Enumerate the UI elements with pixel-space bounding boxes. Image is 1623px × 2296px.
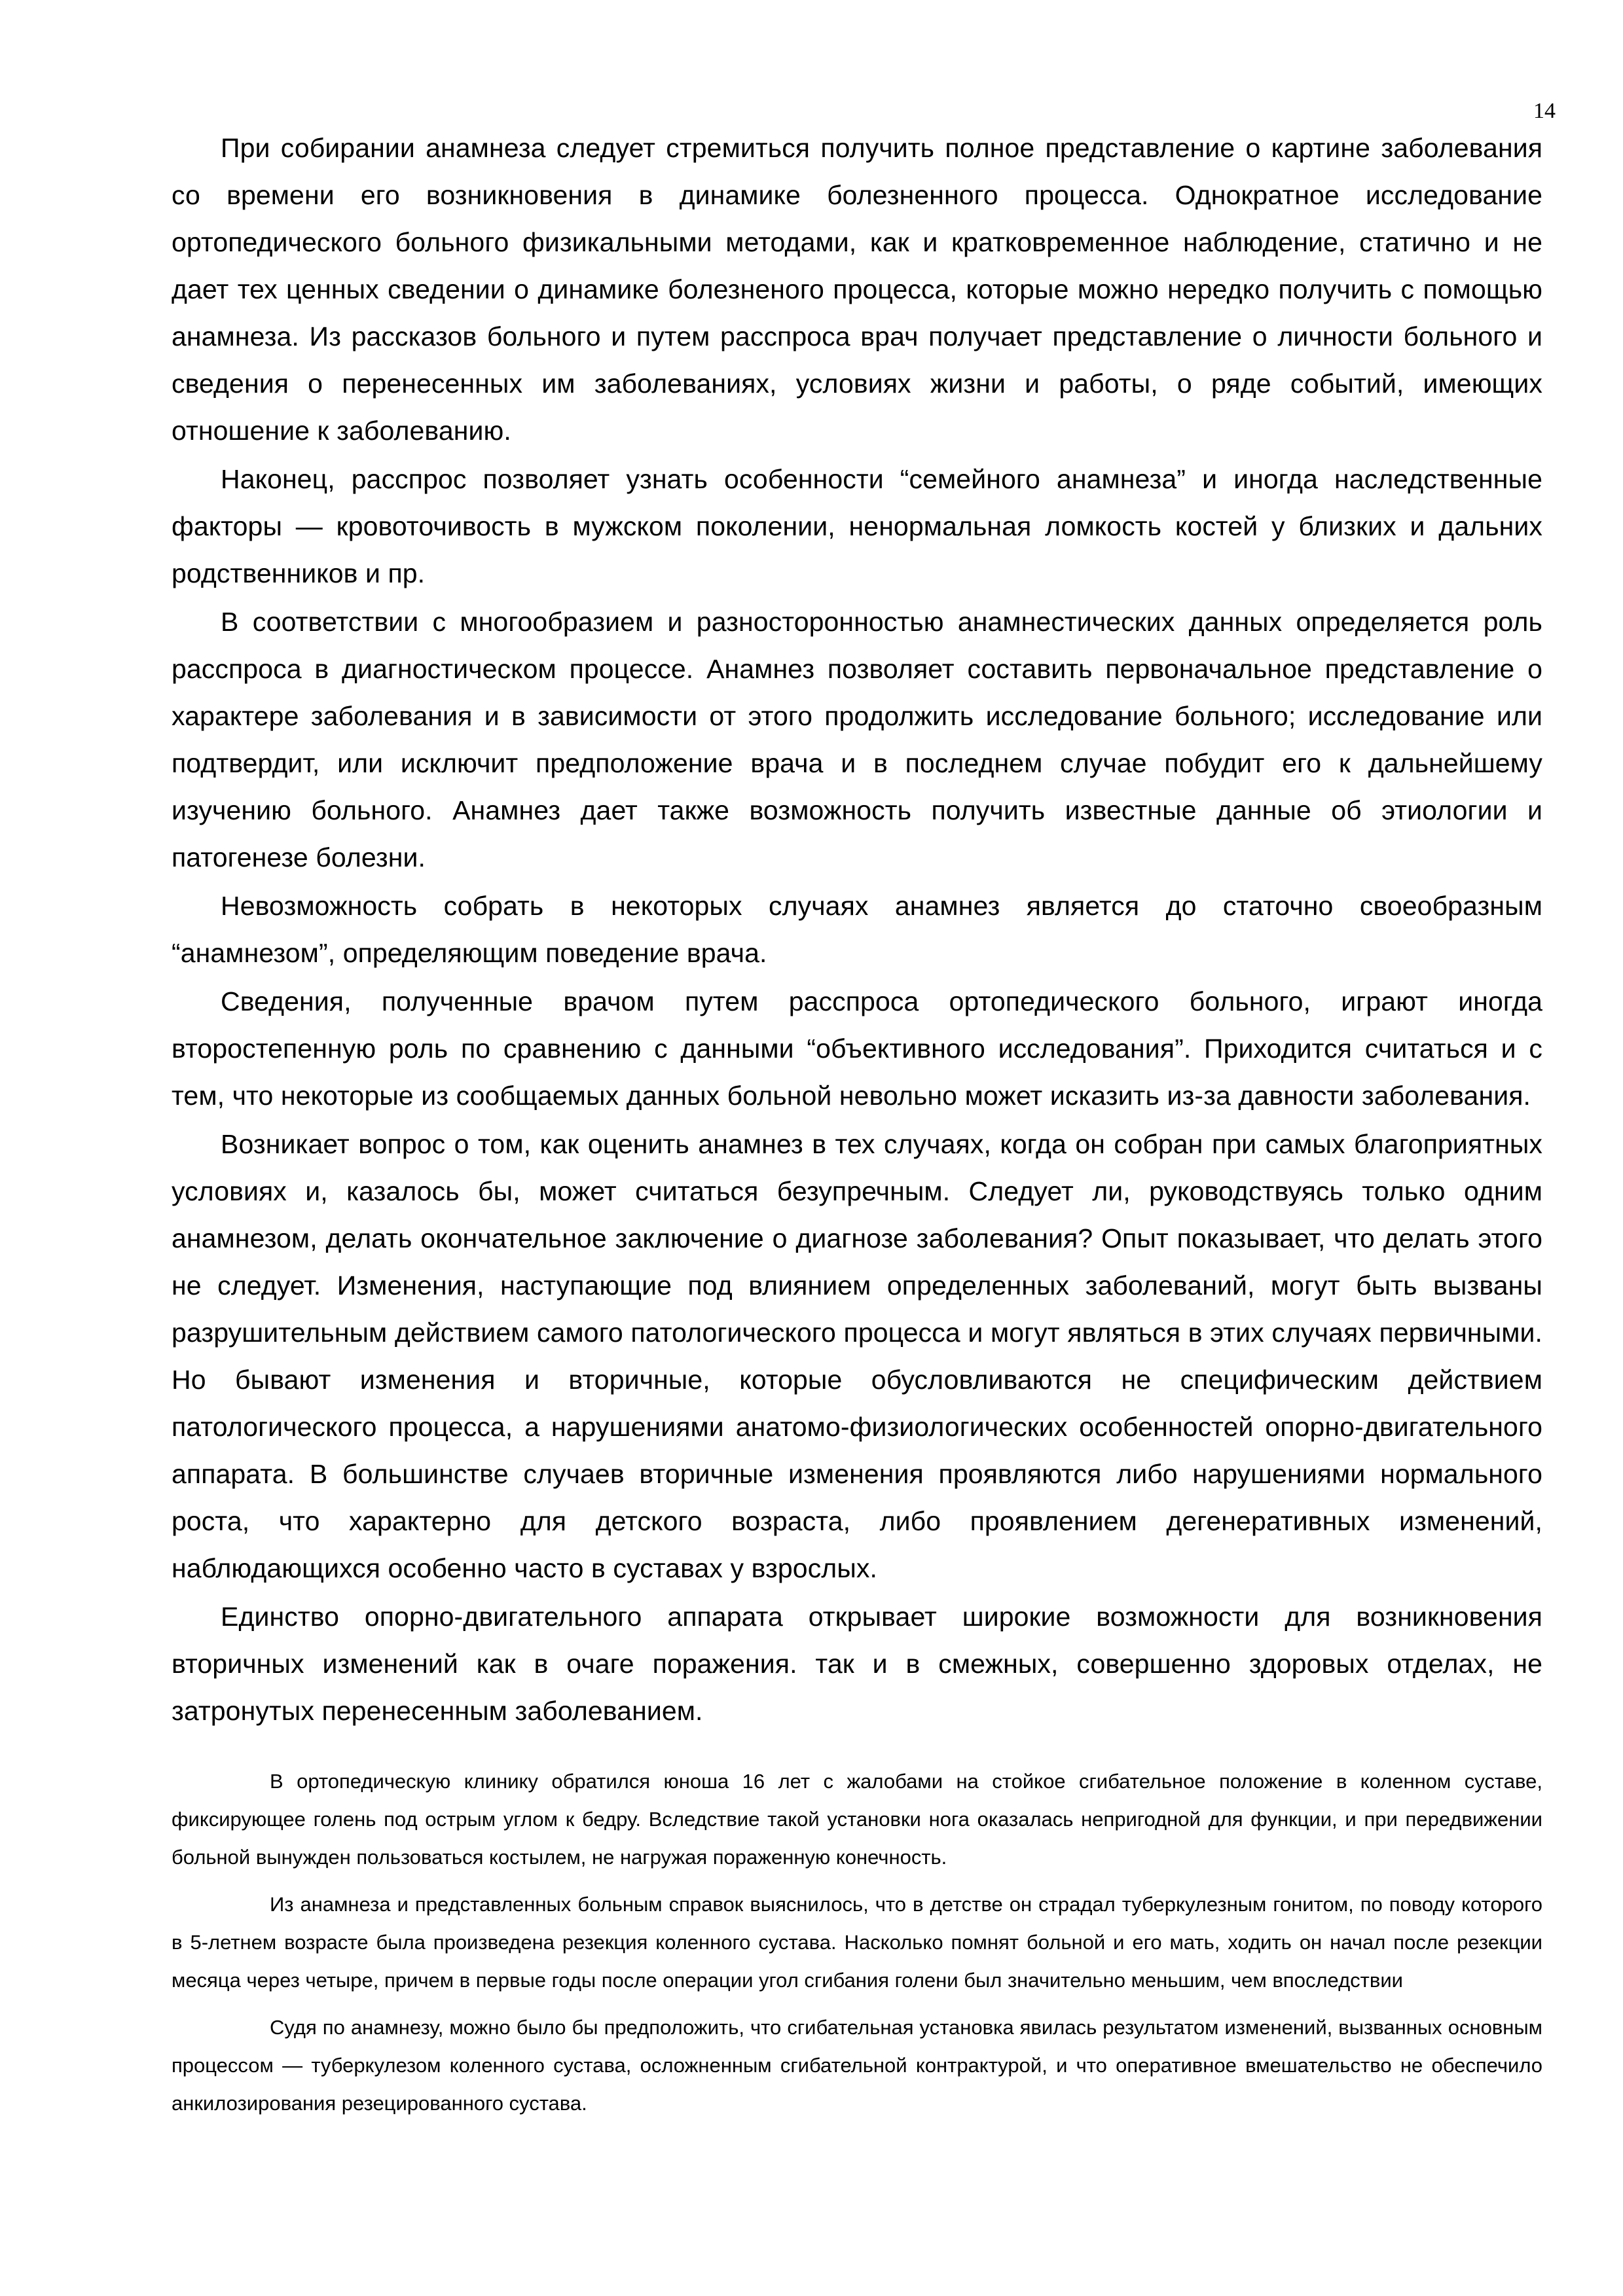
case-note: Из анамнеза и представленных больным справок выяснилось, что в детстве он страдал туберкулезным гонитом, по поводу которого в 5-летнем возрасте была произведена резекция коленного сустава. Насколько помнят больной и его мать, ходить он начал после резекции месяца через четыре, причем в первые годы после операции угол сгибания голени был значительно меньшим, чем впоследствии (172, 1893, 1542, 1992)
paragraph: Наконец, расспрос позволяет узнать особенности “семейного анамнеза” и иногда наследственные факторы — кровоточивость в мужском поколении, ненормальная ломкость костей у близких и дальних родственников и пр. (172, 464, 1542, 588)
paragraph: Невозможность собрать в некоторых случаях анамнез является до статочно своеобразным “анамнезом”, определяющим поведение врача. (172, 891, 1542, 968)
paragraph: Возникает вопрос о том, как оценить анамнез в тех случаях, когда он собран при самых благоприятных условиях и, казалось бы, может считаться безупречным. Следует ли, руководствуясь только одним анамнезом, делать окончательное заключение о диагнозе заболевания? Опыт показывает, что делать этого не следует. Изменения, наступающие под влиянием определенных заболеваний, могут быть вызваны разрушительным действием самого патологического процесса и могут являться в этих случаях первичными. Но бывают изменения и вторичные, которые обусловливаются не специфическим действием патологического процесса, а нарушениями анатомо-физиологических особенностей опорно-двигательного аппарата. В большинстве случаев вторичные изменения проявляются либо нарушениями нормального роста, что характерно для детского возраста, либо проявлением дегенеративных изменений, наблюдающихся особенно часто в суставах у взрослых. (172, 1129, 1542, 1583)
paragraph: Единство опорно-двигательного аппарата открывает широкие возможности для возникновения вторичных изменений как в очаге поражения. так и в смежных, совершенно здоровых отделах, не затронутых перенесенным заболеванием. (172, 1602, 1542, 1726)
case-note: Судя по анамнезу, можно было бы предположить, что сгибательная установка явилась результатом изменений, вызванных основным процессом — туберкулезом коленного сустава, осложненным сгибательной контрактурой, и что оперативное вмешательство не обеспечило анкилозирования резецированного сустава. (172, 2016, 1542, 2115)
case-note: В ортопедическую клинику обратился юноша 16 лет с жалобами на стойкое сгибательное положение в коленном суставе, фиксирующее голень под острым углом к бедру. Вследствие такой установки нога оказалась непригодной для функции, и при передвижении больной вынужден пользоваться костылем, не нагружая пораженную конечность. (172, 1770, 1542, 1869)
page-number: 14 (1533, 99, 1556, 123)
paragraph: В соответствии с многообразием и разносторонностью анамнестических данных определяется роль расспроса в диагностическом процессе. Анамнез позволяет составить первоначальное представление о характере заболевания и в зависимости от этого продолжить исследование больного; исследование или подтвердит, или исключит предположение врача и в последнем случае побудит его к дальнейшему изучению больного. Анамнез дает также возможность получить известные данные об этиологии и патогенезе болезни. (172, 607, 1542, 872)
paragraph: При собирании анамнеза следует стремиться получить полное представление о картине заболевания со времени его возникновения в динамике болезненного процесса. Однократное исследование ортопедического больного физикальными методами, как и кратковременное наблюдение, статично и не дает тех ценных сведении о динамике болезненого процесса, которые можно нередко получить с помощью анамнеза. Из рассказов больного и путем расспроса врач получает представление о личности больного и сведения о перенесенных им заболеваниях, условиях жизни и работы, о ряде событий, имеющих отношение к заболеванию. (172, 133, 1542, 446)
paragraph: Сведения, полученные врачом путем расспроса ортопедического больного, играют иногда второстепенную роль по сравнению с данными “объективного исследования”. Приходится считаться и с тем, что некоторые из сообщаемых данных больной невольно может исказить из-за давности заболевания. (172, 986, 1542, 1111)
main-text (172, 124, 1542, 1734)
case-notes (172, 1763, 1542, 2123)
